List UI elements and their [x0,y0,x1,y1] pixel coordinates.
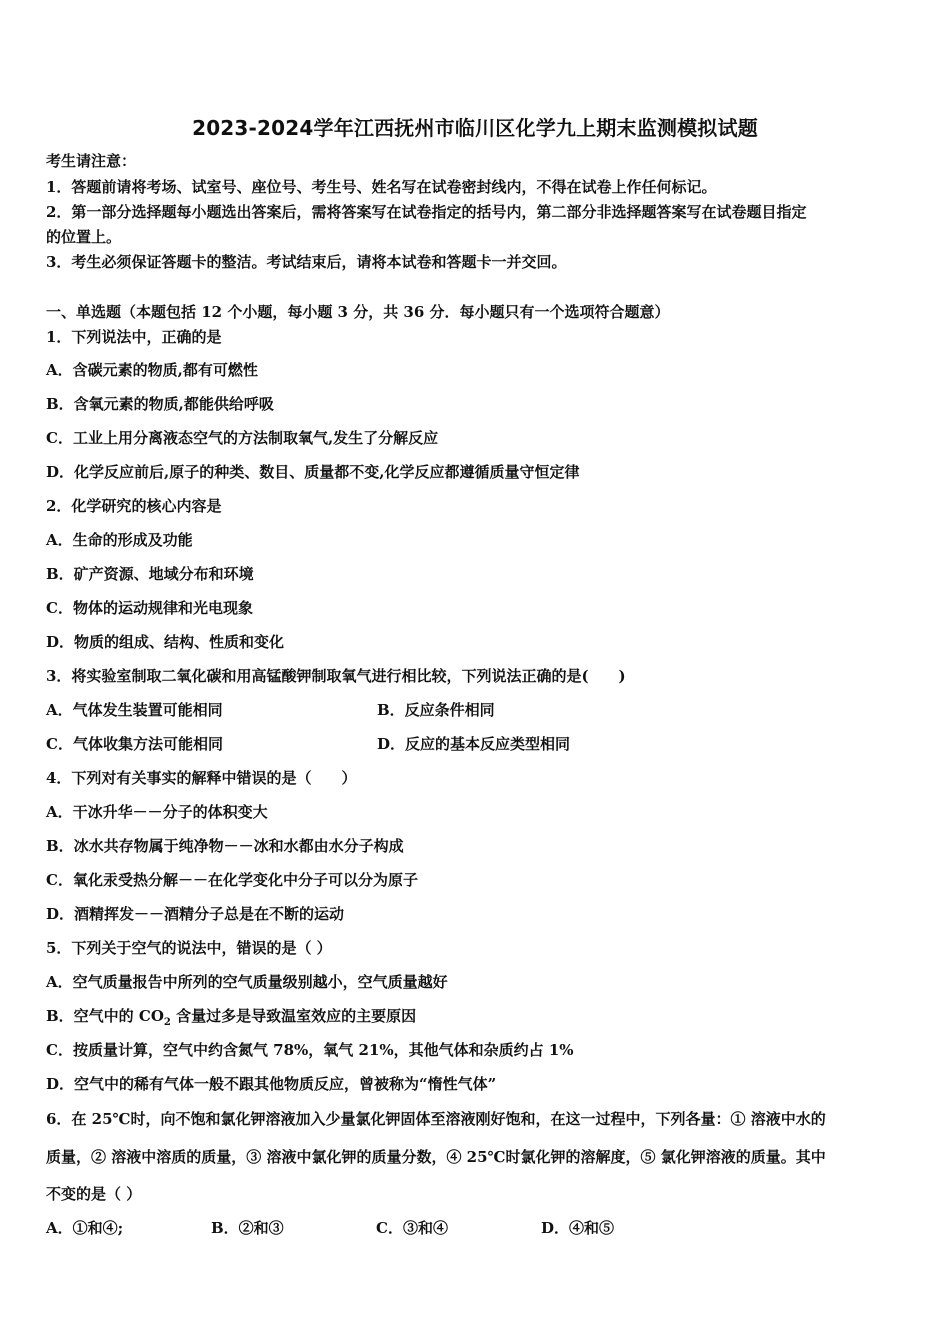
notice-item: 2．第一部分选择题每小题选出答案后，需将答案写在试卷指定的括号内，第二部分非选择题答案写在试卷题目指定 [46,203,807,221]
option-a: A．空气质量报告中所列的空气质量级别越小，空气质量越好 [46,973,448,991]
co2-subscript: 2 [163,1017,171,1028]
option-a: A．干冰升华－－分子的体积变大 [46,803,268,821]
option-b-text: B．空气中的 CO [46,1007,164,1025]
question-stem-cont: 质量，② 溶液中溶质的质量，③ 溶液中氯化钾的质量分数，④ 25℃时氯化钾的溶解度，⑤ 氯化钾溶液的质量。其中 [46,1148,826,1166]
option-b [46,1006,416,1026]
option-d: D．酒精挥发－－酒精分子总是在不断的运动 [46,905,345,923]
option-d: D．物质的组成、结构、性质和变化 [46,633,285,651]
question-stem: 2．化学研究的核心内容是 [46,497,222,515]
option-d: D．反应的基本反应类型相同 [377,735,571,753]
option-b: B．冰水共存物属于纯净物－－冰和水都由水分子构成 [46,837,404,855]
question-stem: 6．在 25℃时，向不饱和氯化钾溶液加入少量氯化钾固体至溶液刚好饱和，在这一过程中，下列各量：① 溶液中水的 [46,1110,826,1128]
option-c: C．按质量计算，空气中约含氮气 78%，氧气 21%，其他气体和杂质约占 1% [46,1041,574,1059]
option-d: D．空气中的稀有气体一般不跟其他物质反应，曾被称为“惰性气体” [46,1075,497,1093]
option-a: A．①和④; [46,1219,124,1237]
question-stem: 5．下列关于空气的说法中，错误的是（ ） [46,939,332,957]
option-d: D．化学反应前后,原子的种类、数目、质量都不变,化学反应都遵循质量守恒定律 [46,463,580,481]
question-stem: 4．下列对有关事实的解释中错误的是（ ） [46,769,357,787]
option-c: C．工业上用分离液态空气的方法制取氧气,发生了分解反应 [46,429,439,447]
section-heading: 一、单选题（本题包括 12 个小题，每小题 3 分，共 36 分．每小题只有一个选项符合题意） [46,303,670,321]
option-a: A．气体发生装置可能相同 [46,701,223,719]
notice-item: 的位置上。 [46,228,122,246]
option-c: C．物体的运动规律和光电现象 [46,599,253,617]
question-stem: 3．将实验室制取二氧化碳和用高锰酸钾制取氧气进行相比较，下列说法正确的是( ) [46,667,626,685]
notice-heading: 考生请注意： [46,152,137,170]
option-a: A．含碳元素的物质,都有可燃性 [46,361,258,379]
option-b: B．反应条件相同 [377,701,495,719]
option-a: A．生命的形成及功能 [46,531,193,549]
option-c: C．氧化汞受热分解－－在化学变化中分子可以分为原子 [46,871,418,889]
page-title: 2023-2024学年江西抚州市临川区化学九上期末监测模拟试题 [192,116,758,140]
notice-item: 3．考生必须保证答题卡的整洁。考试结束后，请将本试卷和答题卡一并交回。 [46,253,567,271]
notice-item: 1．答题前请将考场、试室号、座位号、考生号、姓名写在试卷密封线内，不得在试卷上作任何标记。 [46,178,717,196]
option-b-text-rest: 含量过多是导致温室效应的主要原因 [170,1007,417,1025]
option-b: B．矿产资源、地域分布和环境 [46,565,254,583]
option-d: D．④和⑤ [541,1219,615,1237]
option-c: C．气体收集方法可能相同 [46,735,223,753]
option-b: B．含氧元素的物质,都能供给呼吸 [46,395,274,413]
question-stem: 1．下列说法中，正确的是 [46,328,222,346]
question-stem-cont: 不变的是（ ） [46,1185,142,1203]
option-b: B．②和③ [211,1219,284,1237]
option-c: C．③和④ [376,1219,448,1237]
